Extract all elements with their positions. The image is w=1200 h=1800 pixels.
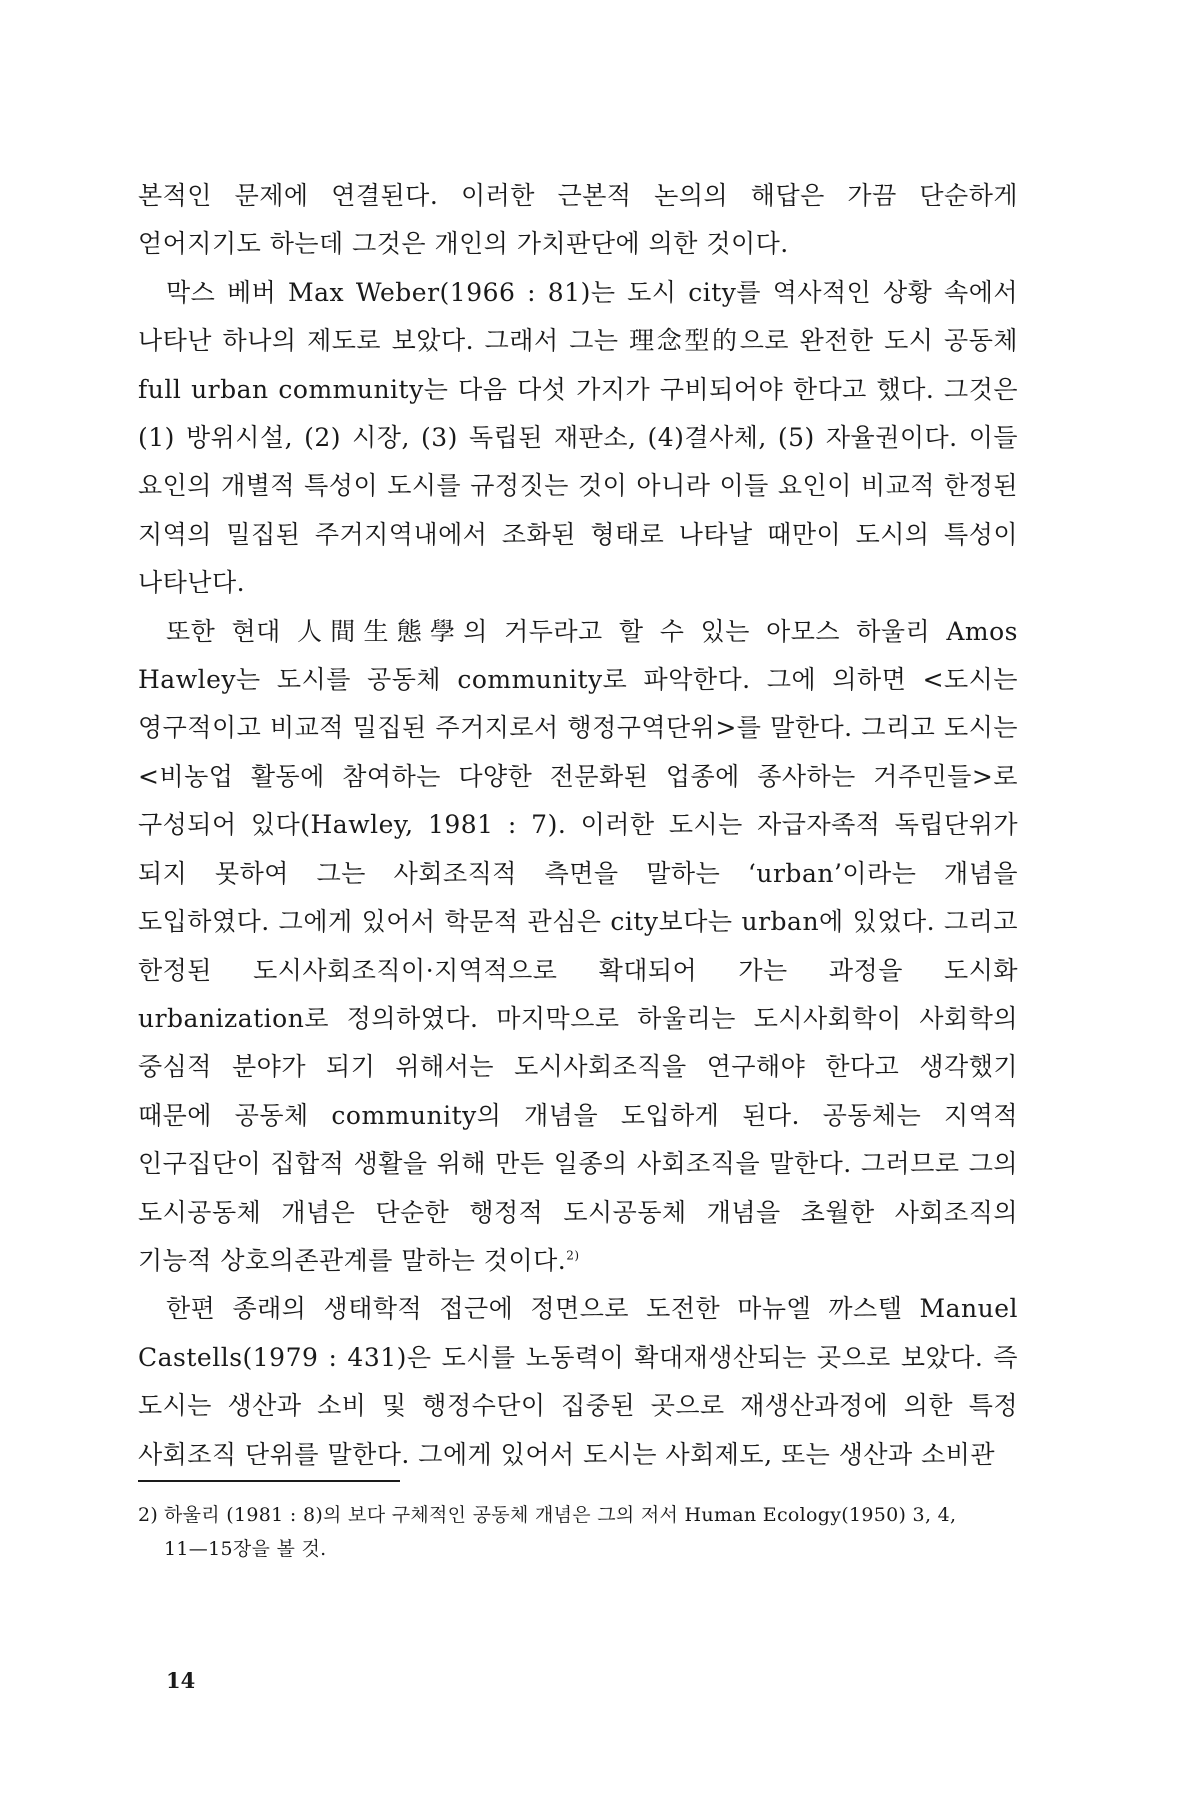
paragraph-3 <box>138 608 1018 1286</box>
paragraph-2: 막스 베버 Max Weber(1966 : 81)는 도시 city를 역사적인 상황 속에서 나타난 하나의 제도로 보았다. 그래서 그는 理念型的으로 완전한 도시 공동체 full urban community는 다음 다섯 가지가 구비되어야 한다고 했다. 그것은 (1) 방위시설, (2) 시장, (3) 독립된 재판소, (4)결사체, (5) 자율권이다. 이들 요인의 개별적 특성이 도시를 규정짓는 것이 아니라 이들 요인이 비교적 한정된 지역의 밀집된 주거지역내에서 조화된 형태로 나타날 때만이 도시의 특성이 나타난다. <box>138 277 1018 598</box>
footnote <box>138 1498 1018 1566</box>
paragraph-3-text: 또한 현대 人間生態學의 거두라고 할 수 있는 아모스 하울리 Amos Hawley는 도시를 공동체 community로 파악한다. 그에 의하면 <도시는 영구적이고 비교적 밀집된 주거지로서 행정구역단위>를 말한다. 그리고 도시는 <비농업 활동에 참여하는 다양한 전문화된 업종에 종사하는 거주민들>로 구성되어 있다(Hawley, 1981 : 7). 이러한 도시는 자급자족적 독립단위가 되지 못하여 그는 사회조직적 측면을 말하는 ‘urban’이라는 개념을 도입하였다. 그에게 있어서 학문적 관심은 city보다는 urban에 있었다. 그리고 한정된 도시사회조직이·지역적으로 확대되어 가는 과정을 도시화 urbanization로 정의하였다. 마지막으로 하울리는 도시사회학이 사회학의 중심적 분야가 되기 위해서는 도시사회조직을 연구해야 한다고 생각했기 때문에 공동체 community의 개념을 도입하게 된다. 공동체는 지역적 인구집단이 집합적 생활을 위해 만든 일종의 사회조직을 말한다. 그러므로 그의 도시공동체 개념은 단순한 행정적 도시공동체 개념을 초월한 사회조직의 기능적 상호의존관계를 말하는 것이다. <box>138 616 1018 1275</box>
paragraph-1: 본적인 문제에 연결된다. 이러한 근본적 논의의 해답은 가끔 단순하게 얻어지기도 하는데 그것은 개인의 가치판단에 의한 것이다. <box>138 181 1018 259</box>
footnote-line-2: 11—15장을 볼 것. <box>164 1538 327 1560</box>
body-text <box>138 172 1018 1479</box>
footnote-reference: 2) <box>566 1248 580 1263</box>
paragraph-4: 한편 종래의 생태학적 접근에 정면으로 도전한 마뉴엘 까스텔 Manuel Castells(1979 : 431)은 도시를 노동력이 확대재생산되는 곳으로 보았다. 즉 도시는 생산과 소비 및 행정수단이 집중된 곳으로 재생산과정에 의한 특정 사회조직 단위를 말한다. 그에게 있어서 도시는 사회제도, 또는 생산과 소비관 <box>138 1294 1018 1469</box>
footnote-number: 2) <box>138 1504 159 1526</box>
footnote-divider <box>138 1480 400 1482</box>
page-number: 14 <box>166 1668 196 1693</box>
footnote-line-1: 하울리 (1981 : 8)의 보다 구체적인 공동체 개념은 그의 저서 Human Ecology(1950) 3, 4, <box>164 1504 957 1526</box>
